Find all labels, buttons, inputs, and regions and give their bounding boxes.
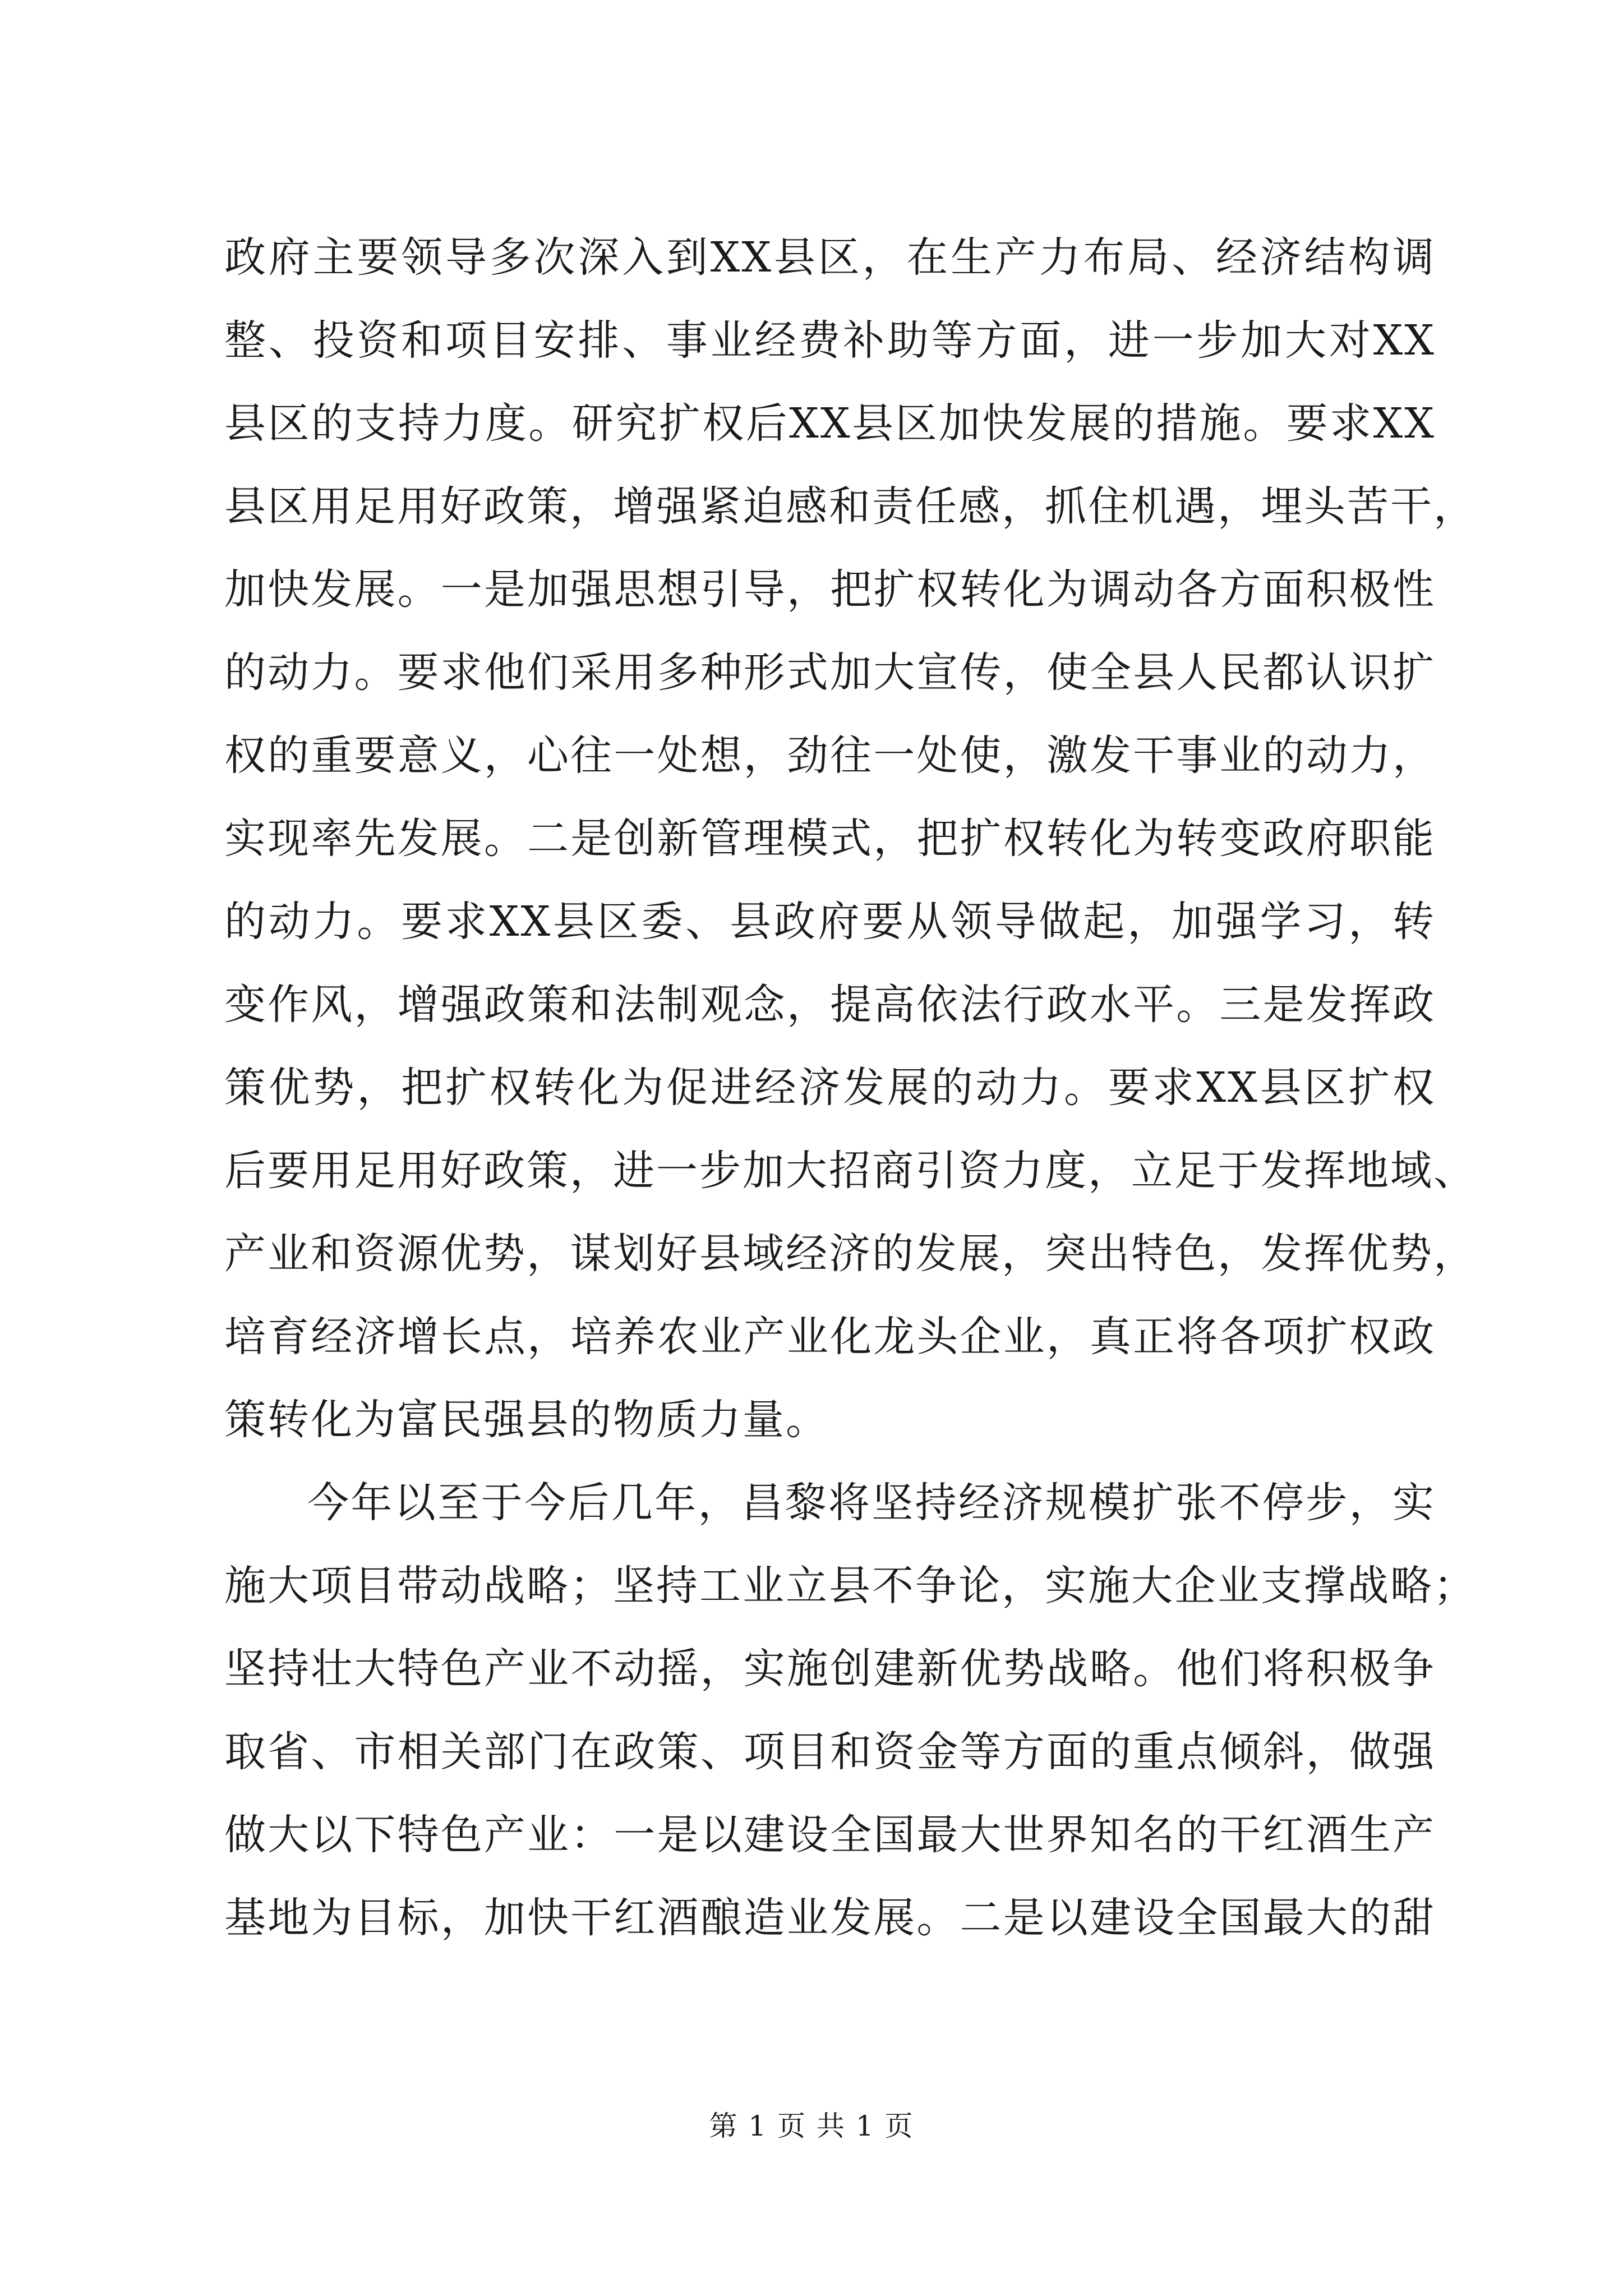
page-footer: 第 1 页 共 1 页 xyxy=(709,2110,914,2142)
text-line: 培育经济增长点，培养农业产业化龙头企业，真正将各项扩权政 xyxy=(224,1313,1436,1361)
text-line: 的动力。要求XX县区委、县政府要从领导做起，加强学习，转 xyxy=(224,898,1436,946)
paragraph-first-line: 今年以至于今后几年，昌黎将坚持经济规模扩张不停步，实 xyxy=(307,1479,1436,1527)
text-line: 坚持壮大特色产业不动摇，实施创建新优势战略。他们将积极争 xyxy=(224,1645,1436,1693)
text-line: 实现率先发展。二是创新管理模式，把扩权转化为转变政府职能 xyxy=(224,815,1436,863)
text-line: 产业和资源优势，谋划好县域经济的发展，突出特色，发挥优势， xyxy=(224,1230,1477,1278)
text-line: 政府主要领导多次深入到XX县区，在生产力布局、经济结构调 xyxy=(224,233,1436,282)
text-line: 加快发展。一是加强思想引导，把扩权转化为调动各方面积极性 xyxy=(224,565,1436,614)
text-line: 权的重要意义，心往一处想，劲往一处使，激发干事业的动力， xyxy=(224,731,1436,780)
text-line: 基地为目标，加快干红酒酿造业发展。二是以建设全国最大的甜 xyxy=(224,1894,1436,1942)
text-line: 策转化为富民强县的物质力量。 xyxy=(224,1396,829,1444)
document-body xyxy=(224,216,1477,1959)
text-line: 的动力。要求他们采用多种形式加大宣传，使全县人民都认识扩 xyxy=(224,648,1436,697)
text-line: 做大以下特色产业：一是以建设全国最大世界知名的干红酒生产 xyxy=(224,1811,1436,1859)
text-line: 变作风，增强政策和法制观念，提高依法行政水平。三是发挥政 xyxy=(224,981,1436,1029)
text-line: 整、投资和项目安排、事业经费补助等方面，进一步加大对XX xyxy=(224,316,1436,365)
text-line: 施大项目带动战略；坚持工业立县不争论，实施大企业支撑战略； xyxy=(224,1562,1477,1610)
text-line: 取省、市相关部门在政策、项目和资金等方面的重点倾斜，做强 xyxy=(224,1728,1436,1776)
text-line: 县区的支持力度。研究扩权后XX县区加快发展的措施。要求XX xyxy=(224,399,1436,448)
text-line: 策优势，把扩权转化为促进经济发展的动力。要求XX县区扩权 xyxy=(224,1064,1436,1112)
text-line: 后要用足用好政策，进一步加大招商引资力度，立足于发挥地域、 xyxy=(224,1147,1477,1195)
text-line: 县区用足用好政策，增强紧迫感和责任感，抓住机遇，埋头苦干， xyxy=(224,482,1477,531)
